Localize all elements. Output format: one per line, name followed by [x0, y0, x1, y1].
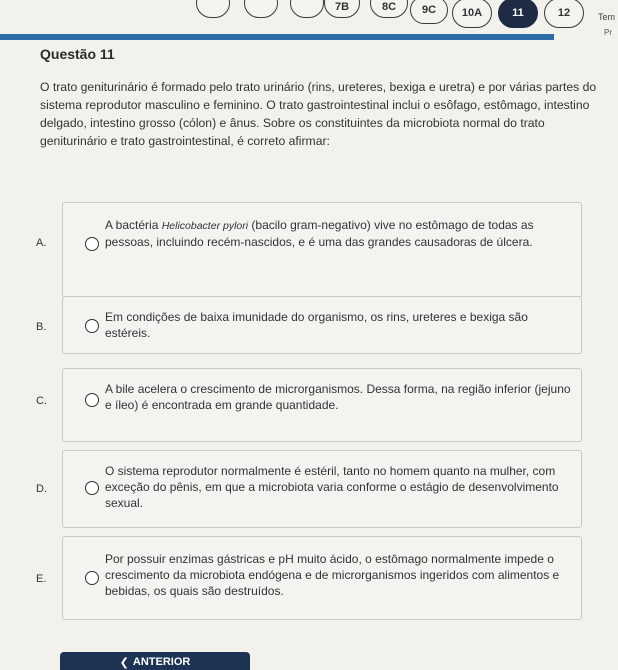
previous-button-label: ANTERIOR — [132, 656, 191, 668]
question-pill-11-current[interactable] — [498, 0, 538, 28]
option-letter: A. — [36, 237, 47, 249]
question-navigation — [0, 0, 618, 37]
question-pill-7b[interactable] — [324, 0, 360, 18]
option-e[interactable] — [36, 536, 582, 620]
option-text: Em condições de baixa imunidade do organismo, os rins, ureteres e bexiga são estéreis. — [105, 310, 528, 340]
timer-label: Tem — [598, 12, 616, 22]
question-pill-label: 12 — [557, 7, 571, 19]
question-pill-9c[interactable] — [410, 0, 448, 24]
option-d[interactable] — [36, 450, 582, 528]
timer-sub: Pr — [604, 28, 612, 37]
radio-button[interactable] — [85, 237, 99, 251]
option-letter: B. — [36, 321, 47, 333]
option-text-part: A bactéria — [105, 218, 162, 232]
question-title: Questão 11 — [40, 46, 115, 62]
progress-bar — [0, 34, 554, 40]
question-pill-label: 10A — [461, 7, 483, 19]
option-letter: D. — [36, 483, 47, 495]
question-pill-10a[interactable] — [452, 0, 492, 28]
option-b[interactable] — [36, 296, 582, 354]
question-pill-label: 8C — [381, 1, 397, 13]
previous-button[interactable] — [60, 652, 250, 670]
question-pill-label: 7B — [334, 1, 350, 13]
question-stem: O trato geniturinário é formado pelo trato urinário (rins, ureteres, bexiga e uretra) e por várias partes do sistema reprodutor masculino e feminino. O trato gastrointestinal inclui o esôfago, estômago, intestino delgado, intestino grosso (cólon) e ânus. Sobre os constituintes da microbiota normal do trato geniturinário e trato gastrointestinal, é correto afirmar: — [40, 80, 597, 148]
option-c[interactable] — [36, 368, 582, 442]
option-text-italic: Helicobacter pylori — [161, 220, 249, 232]
option-text: O sistema reprodutor normalmente é estéril, tanto no homem quanto na mulher, com exceção do pênis, em que a microbiota varia conforme o estágio de desenvolvimento sexual. — [105, 464, 559, 510]
chevron-left-icon: ❮ — [119, 657, 129, 669]
question-pill-12[interactable] — [544, 0, 584, 28]
question-pill[interactable] — [244, 0, 278, 18]
question-pill[interactable] — [290, 0, 324, 18]
option-a[interactable] — [36, 202, 582, 298]
question-pill[interactable] — [196, 0, 230, 18]
option-text: A bile acelera o crescimento de microrganismos. Dessa forma, na região inferior (jejuno e íleo) é encontrada em grande quantidade. — [105, 382, 571, 412]
question-pill-label: 9C — [421, 4, 437, 16]
radio-button[interactable] — [85, 481, 99, 495]
option-letter: E. — [36, 573, 47, 585]
radio-button[interactable] — [85, 393, 99, 407]
option-text — [105, 217, 575, 250]
question-pill-label: 11 — [512, 7, 524, 19]
radio-button[interactable] — [85, 571, 99, 585]
option-letter: C. — [36, 395, 47, 407]
question-pill-8c[interactable] — [370, 0, 408, 18]
option-text-part: (bacilo gram-negativo) vive no estômago de todas as pessoas, incluindo recém-nascidos, e é uma das grandes causadoras de úlcera. — [105, 218, 534, 249]
option-text: Por possuir enzimas gástricas e pH muito ácido, o estômago normalmente impede o crescimento da microbiota endógena e de microrganismos ingeridos com alimentos e bebidas, os quais são destruídos. — [105, 552, 560, 598]
radio-button[interactable] — [85, 319, 99, 333]
